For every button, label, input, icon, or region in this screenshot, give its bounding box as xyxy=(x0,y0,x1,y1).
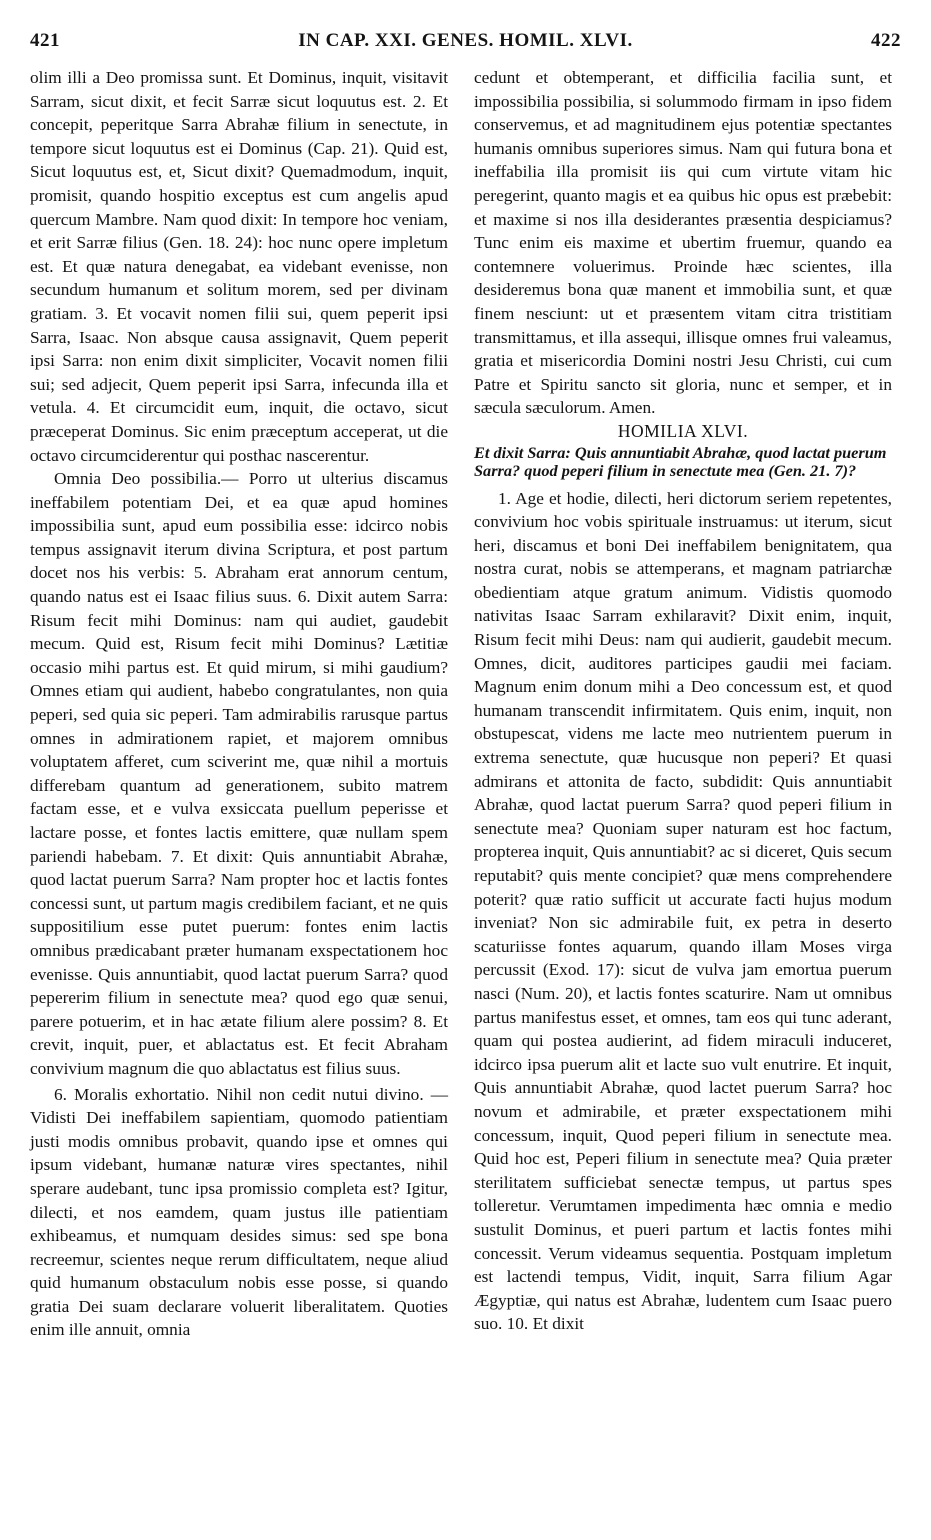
left-paragraph-1: olim illi a Deo promissa sunt. Et Dominus, inquit, visitavit Sarram, sicut dixit, et fecit Sarræ sicut loquutus est. 2. Et concepit, peperitque Sarra Abrahæ filium in senectute, in tempore sicut loquutus est ei Dominus (Cap. 21). Quid est, Sicut loquutus est, et, Sicut dixit? Quemadmodum, inquit, promisit, quando hospitio exceptus est cum angelis apud quercum Mambre. Nam quod dixit: In tempore hoc veniam, et erit Sarræ filius (Gen. 18. 24): hoc nunc opere impletum est. Et quæ natura denegabat, ea videbant evenisse, non secundum humanum et solitum morem, sed per divinam gratiam. 3. Et vocavit nomen filii sui, quem peperit ipsi Sarra, Isaac. Non absque causa assignavit, Quem peperit ipsi Sarra: non enim dixit simpliciter, Vocavit nomen filii sui; sed adjecit, Quem peperit ipsi Sarra, infecunda illa et vetula. 4. Et circumcidit eum, inquit, die octavo, sicut præceperat Dominus. Sic enim præceptum acceperat, ut die octavo circumciderentur qui posthac nascerentur. xyxy=(30,68,448,465)
left-page-number: 421 xyxy=(30,30,60,51)
left-paragraph-2: Omnia Deo possibilia.— Porro ut ulterius discamus ineffabilem potentiam Dei, et ea quæ apud homines impossibilia sunt, apud eum possibilia esse: idcirco nobis tempus assignavit iterum divina Scriptura, et post partum docet nos his verbis: 5. Abraham erat annorum centum, quando natus est ei Isaac filius suus. 6. Dixit autem Sarra: Risum fecit mihi Dominus: nam qui audiet, gaudebit mecum. Quid est, Risum fecit mihi Dominus? Lætitiæ occasio mihi partus est. Et quid mirum, si mihi gaudium? Omnes etiam qui audient, habebo congratulantes, non quia peperi, sed quia sic peperi. Tam admirabilis rarusque partus omnes in admirationem rapiet, et majorem omnibus voluptatem afferet, cum sciverint me, quæ nihil a mortuis differebam quantum ad generationem, subito matrem factam esse, et e vulva exsiccata puellum peperisse et lactare posse, et fontes lactis emittere, quæ nullam spem pariendi habebam. 7. Et dixit: Quis annuntiabit Abrahæ, quod lactat puerum Sarra? Nam propter hoc et lactis fontes concessi sunt, ut partum magis credibilem faciant, et ne quis suppositilium esse putet puerum: fontes enim lactis omnibus prædicabant præter humanam exspectationem hoc evenisse. Quis annuntiabit, quod lactat puerum Sarra? quod pepererim filium in senectute mea? quod ego quæ senui, parere potuerim, et in hac ætate filium alere possim? 8. Et crevit, inquit, puer, et ablactatus est. Et fecit Abraham convivium magnum die quo ablactatus est filius suus. xyxy=(30,469,448,1078)
right-page-number: 422 xyxy=(871,30,901,51)
left-column xyxy=(30,66,448,1342)
right-column xyxy=(474,66,892,1336)
right-paragraph-2: 1. Age et hodie, dilecti, heri dictorum seriem repetentes, convivium hoc vobis spirituale instruamus: ut iterum, sicut heri, discamus et boni Dei ineffabilem benignitatem, qua nostra curat, nobis se attemperans, et magnam patriarchæ obedientiam atque gratum animum. Vidistis quomodo nativitas Isaac Sarram exhilaravit? Dixit enim, inquit, Risum fecit mihi Deus: nam qui audierit, gaudebit mecum. Omnes, dicit, auditores participes gaudii mei faciam. Magnum enim donum mihi a Deo concessum est, et quod humanam transcendit infirmitatem. Quis enim, inquit, non obstupescat, videns me lacte meo nutrientem puerum in extrema senectute, quæ hucusque non peperi? Et quasi admirans et attonita de facto, subdidit: Quis annuntiabit Abrahæ, quod lactat puerum Sarra? quod peperi filium in senectute mea? Quoniam super naturam est hoc factum, propterea inquit, Quis annuntiabit? ac si diceret, Quis secum reputabit? quis mente concipiet? quæ mens comprehendere poterit? quæ ratio sufficit ut accurate facti hujus modum inveniat? Non sic admirabile fuit, ex petra in deserto scaturiisse fontes aquarum, quando illam Moses virga percussit (Exod. 17): sicut de vulva jam emortua puerum nasci (Num. 20), et lactis fontes scaturire. Nam ut omnibus partus manifestus esset, et omnes, tam eos qui tunc aderant, quam qui postea audierint, ad fidem miraculi induceret, idcirco ipsa puerum alit et lacte suo vult enutrire. Et inquit, Quis annuntiabit Abrahæ, quod lactet puerum Sarra? hoc novum et admirabile, et præter exspectationem mihi concessum, inquit, Quod peperi filium in senectute mea. Quid hoc est, Peperi filium in senectute mea? Quia præter sterilitatem sufficiebat senectæ tempus, ut partus spes tolleretur. Verumtamen impedimenta hæc omnia e medio sustulit Dominus, et pueri partum et lactis fontes mihi concessit. Verum videamus sequentia. Postquam impletum est lactendi tempus, Vidit, inquit, Sarra filium Agar Ægyptiæ, qui natus est Abrahæ, ludentem cum Isaac puero suo. 10. Et dixit xyxy=(474,488,892,1334)
left-paragraph-3: 6. Moralis exhortatio. Nihil non cedit nutui divino. — Vidisti Dei ineffabilem sapientiam, quomodo patientiam justi modis omnibus probavit, quando ipse et omnes qui ipsum videbant, humanæ naturæ vires spectantes, nihil sperare audebant, tunc ipsa promissio completa est? Igitur, dilecti, et nos eamdem, quam justus ille patientiam exhibeamus, et numquam desides simus: sed spe bona recreemur, scientes neque rerum difficultatem, neque aliud quid humanum obstaculum nobis esse posse, si quando gratia Dei suam declarare voluerit liberalitatem. Quoties enim ille annuit, omnia xyxy=(30,1084,448,1340)
incipit-block xyxy=(474,444,892,481)
running-header xyxy=(30,30,901,58)
right-paragraph-1: cedunt et obtemperant, et difficilia facilia sunt, et impossibilia possibilia, si solummodo firmam in ipso fidem conservemus, et ad magnitudinem ejus potentiæ spectantes humanis omnibus superiores simus. Nam qui futura bona et ineffabilia illa promisit iis qui cum virtute vitam hic peregerint, quanto magis et ea quibus hic opus est præbebit: et maxime si nos illa desiderantes præsentia despiciamus? Tunc enim eis maxime et ubertim fruemur, quando ea contemnere voluerimus. Proinde hæc scientes, illa desideremus bona quæ manent et immobilia sunt, et quæ finem nesciunt: ut et præsentem vitam citra tristitiam transmittamus, et illa assequi, illisque omnes frui valeamus, gratia et misericordia Domini nostri Jesu Christi, cui cum Patre et Spiritu sancto sit gloria, nunc et semper, et in sæcula sæculorum. Amen. xyxy=(474,68,892,418)
running-title: IN CAP. XXI. GENES. HOMIL. XLVI. xyxy=(298,30,633,51)
homily-incipit: Et dixit Sarra: Quis annuntiabit Abrahæ, quod lactat puerum Sarra? quod peperi filium in senectute mea (Gen. 21. 7)? xyxy=(474,442,887,480)
homily-title: HOMILIA XLVI. xyxy=(617,420,749,441)
